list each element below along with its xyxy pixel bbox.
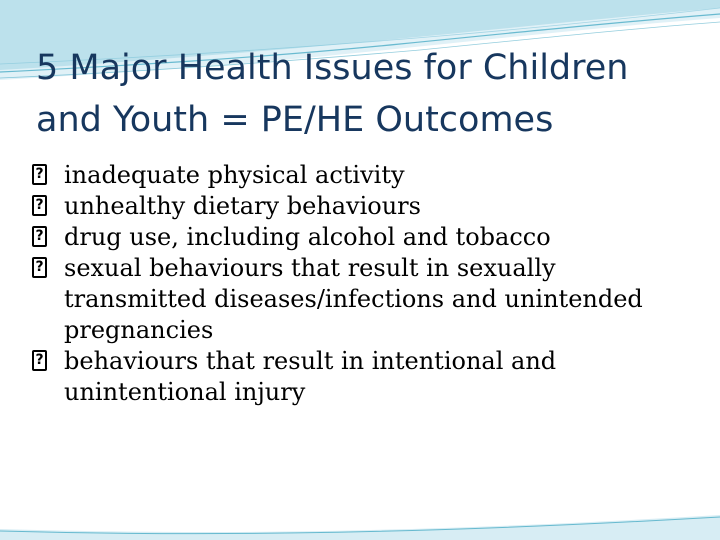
missing-glyph-icon: ? (32, 350, 47, 371)
list-item (30, 222, 670, 253)
footer-wave-decoration (0, 505, 720, 540)
list-item (30, 191, 670, 222)
missing-glyph-icon: ? (32, 195, 47, 216)
missing-glyph-icon: ? (32, 257, 47, 278)
bullet-text: drug use, including alcohol and tobacco (64, 223, 551, 251)
bullet-text: sexual behaviours that result in sexually transmitted diseases/infections and unintended pregnancies (64, 254, 643, 344)
bullet-text: unhealthy dietary behaviours (64, 192, 421, 220)
missing-glyph-icon: ? (32, 164, 47, 185)
bullet-list (30, 160, 670, 408)
bullet-text: inadequate physical activity (64, 161, 405, 189)
missing-glyph-icon: ? (32, 226, 47, 247)
list-item (30, 346, 670, 408)
bullet-text: behaviours that result in intentional and unintentional injury (64, 347, 557, 406)
list-item (30, 253, 670, 346)
slide-title: 5 Major Health Issues for Children and Youth = PE/HE Outcomes (36, 48, 629, 140)
list-item (30, 160, 670, 191)
